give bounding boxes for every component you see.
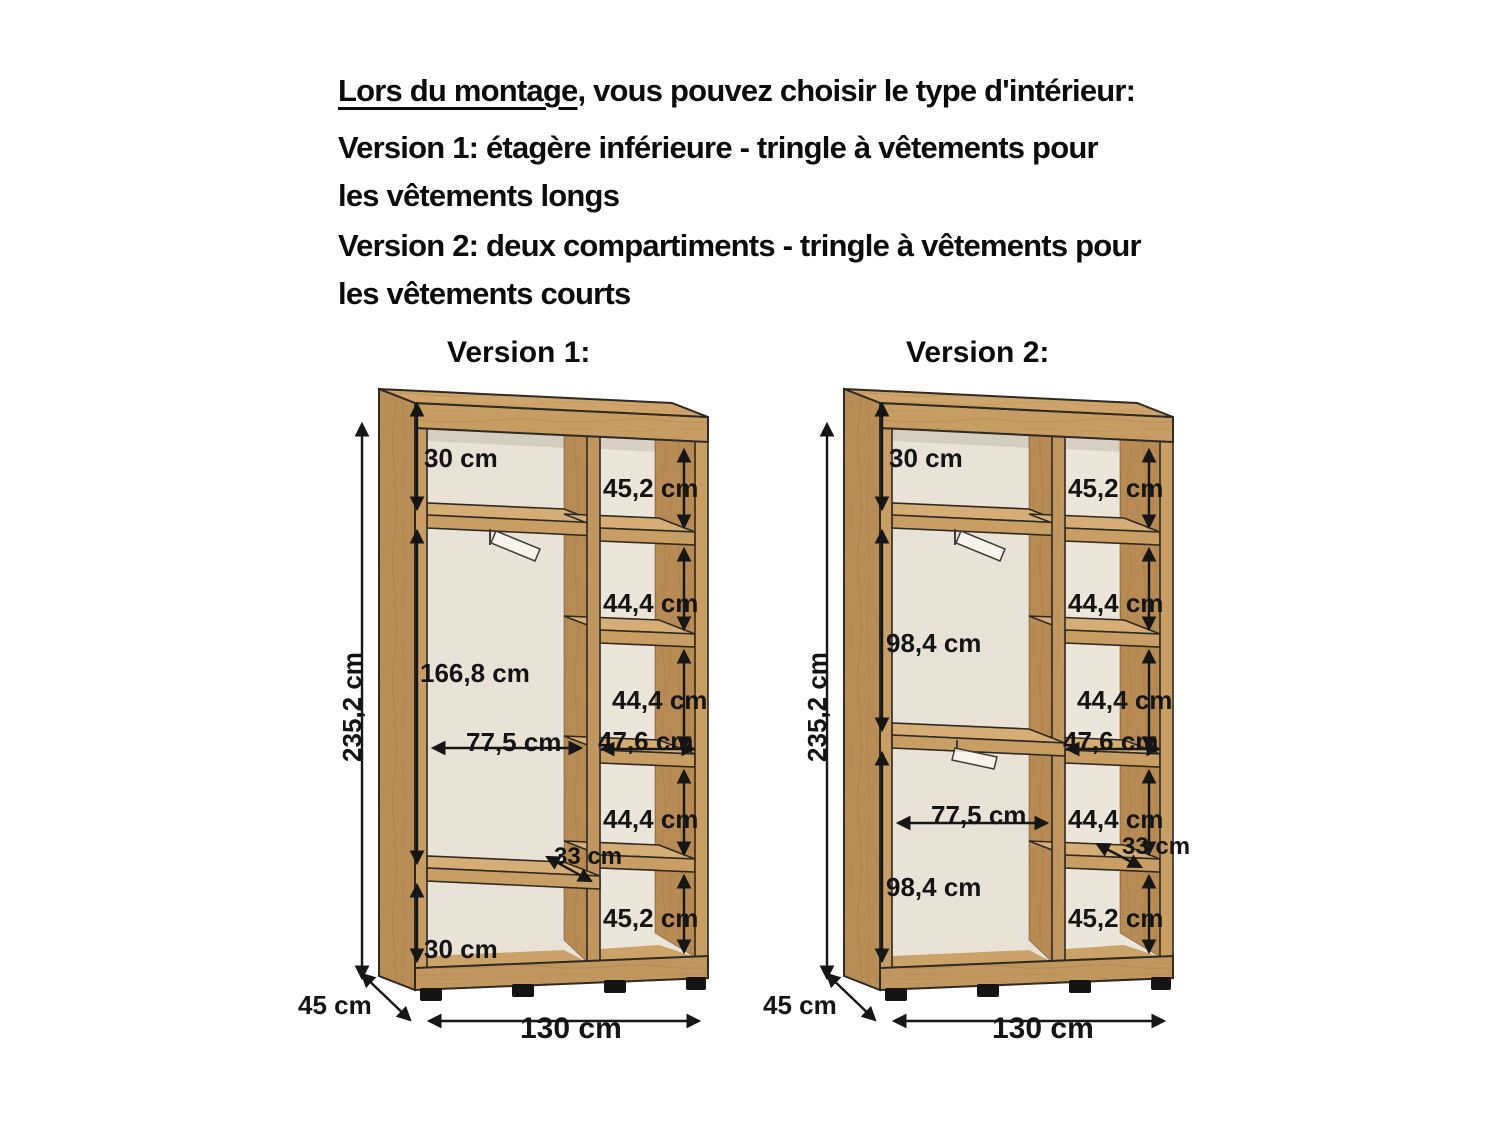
- header-version2-desc-line1: Version 2: deux compartiments - tringle à vêtements pour: [338, 228, 1141, 263]
- version2-title: Version 2:: [906, 336, 1050, 369]
- dim-v2-left-width: 77,5 cm: [931, 800, 1027, 830]
- header-version2-desc-line2: les vêtements courts: [338, 276, 631, 311]
- dim-v1-right-section-1: 45,2 cm: [603, 473, 699, 503]
- dim-v2-height: 235,2 cm: [802, 652, 832, 762]
- dim-v1-right-section-4: 44,4 cm: [603, 804, 699, 834]
- dim-v2-right-section-4: 44,4 cm: [1068, 804, 1164, 834]
- dim-v1-right-section-3: 44,4 cm: [612, 685, 708, 715]
- dim-v1-right-section-5: 45,2 cm: [603, 903, 699, 933]
- dim-v1-shelf-depth: 33 cm: [554, 843, 623, 870]
- dim-v1-right-section-2: 44,4 cm: [603, 588, 699, 618]
- dim-v2-right-section-1: 45,2 cm: [1068, 473, 1164, 503]
- dim-v2-top-section: 30 cm: [889, 443, 963, 473]
- dim-v2-right-section-5: 45,2 cm: [1068, 903, 1164, 933]
- dim-v1-hanging-section: 166,8 cm: [420, 658, 530, 688]
- dim-v2-right-width: 47,6 cm: [1063, 726, 1159, 756]
- dim-v2-width: 130 cm: [992, 1012, 1094, 1045]
- dim-v1-left-width: 77,5 cm: [466, 727, 562, 757]
- dim-v2-depth: 45 cm: [763, 990, 837, 1020]
- dim-v2-right-section-2: 44,4 cm: [1068, 588, 1164, 618]
- dim-v2-lower-section: 98,4 cm: [886, 872, 982, 902]
- version1-title: Version 1:: [447, 336, 591, 369]
- dim-v1-right-width: 47,6 cm: [598, 726, 694, 756]
- dim-v1-depth: 45 cm: [298, 990, 372, 1020]
- header-intro-rest: , vous pouvez choisir le type d'intérieur:: [577, 73, 1136, 108]
- dim-v1-bottom-section: 30 cm: [424, 934, 498, 964]
- header-version1-desc-line1: Version 1: étagère inférieure - tringle à vêtements pour: [338, 130, 1098, 165]
- dim-v2-right-section-3: 44,4 cm: [1077, 685, 1173, 715]
- dim-v1-top-section: 30 cm: [424, 443, 498, 473]
- header-version1-desc-line2: les vêtements longs: [338, 178, 620, 213]
- dim-v1-height: 235,2 cm: [337, 652, 367, 762]
- dim-v2-shelf-depth: 33 cm: [1122, 833, 1191, 860]
- header-intro-underlined: Lors du montage: [338, 73, 578, 108]
- dim-v1-width: 130 cm: [520, 1012, 622, 1045]
- dim-v2-upper-section: 98,4 cm: [886, 628, 982, 658]
